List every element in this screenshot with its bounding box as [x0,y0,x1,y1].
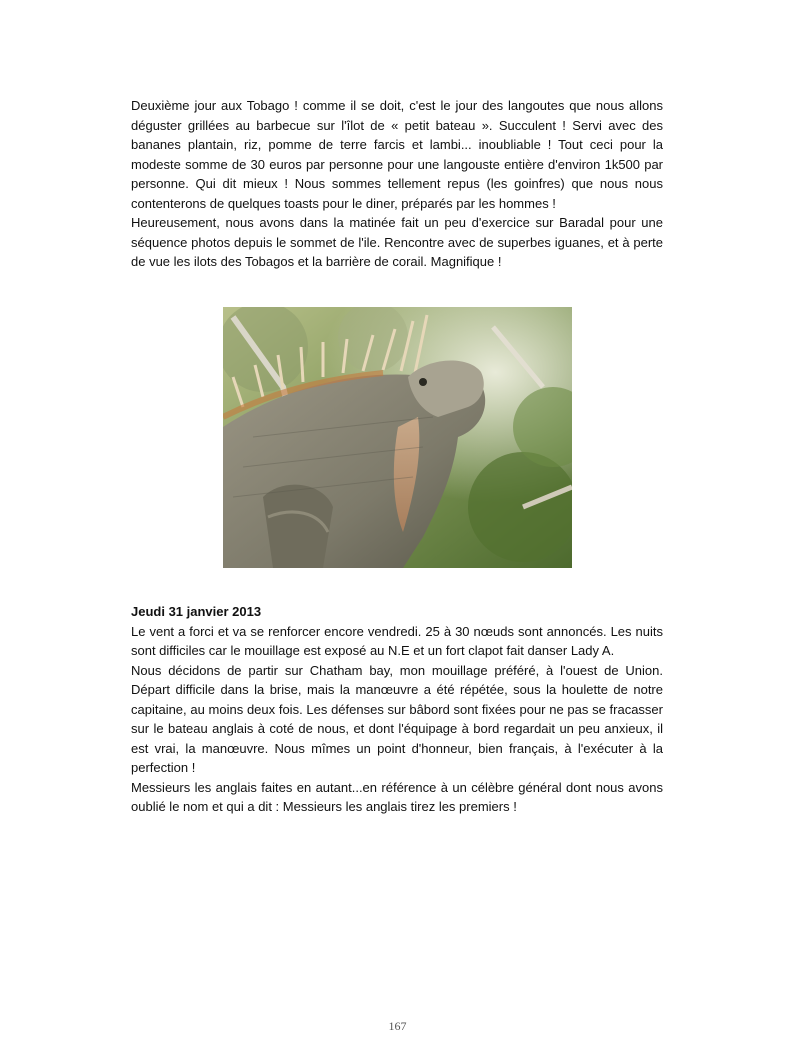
intro-paragraph-2: Heureusement, nous avons dans la matinée fait un peu d'exercice sur Baradal pour une séquence photos depuis le sommet de l'ile. Rencontre avec de superbes iguanes, et à perte de vue les ilots des Tobagos et la barrière de corail. Magnifique ! [131,215,663,269]
jeudi-section [131,602,663,817]
page-number: 167 [388,1019,407,1033]
jeudi-paragraph-1: Le vent a forci et va se renforcer encore vendredi. 25 à 30 nœuds sont annoncés. Les nuits sont difficiles car le mouillage est exposé au N.E et un fort clapot fait danser Lady A. [131,623,663,658]
jeudi-paragraph-3: Messieurs les anglais faites en autant...en référence à un célèbre général dont nous avons oublié le nom et qui a dit : Messieurs les anglais tirez les premiers ! [131,779,663,814]
intro-section [131,96,663,272]
date-heading: Jeudi 31 janvier 2013 [131,604,262,619]
iguana-photo [223,307,572,568]
intro-paragraph-1: Deuxième jour aux Tobago ! comme il se doit, c'est le jour des langoutes que nous allons déguster grillées au barbecue sur l'îlot de « petit bateau ». Succulent ! Servi avec des bananes plantain, riz, pomme de terre farcis et lambi... inoubliable ! Tout ceci pour la modeste somme de 30 euros par personne pour une langouste entière d'environ 1k500 par personne. Qui dit mieux ! Nous sommes tellement repus (les goinfres) que nous nous contenterons de quelques toasts pour le diner, préparés par les hommes ! [131,98,663,211]
jeudi-paragraph-2: Nous décidons de partir sur Chatham bay, mon mouillage préféré, à l'ouest de Union. Départ difficile dans la brise, mais la manœuvre a été répétée, sous la houlette de notre capitaine, au moins deux fois. Les défenses sur bâbord sont fixées pour ne pas se fracasser sur le bateau anglais à coté de nous, et dont l'équipage à bord regardait un peu anxieux, il est vrai, la manœuvre. Nous mîmes un point d'honneur, bien français, à l'exécuter à la perfection ! [131,662,663,775]
